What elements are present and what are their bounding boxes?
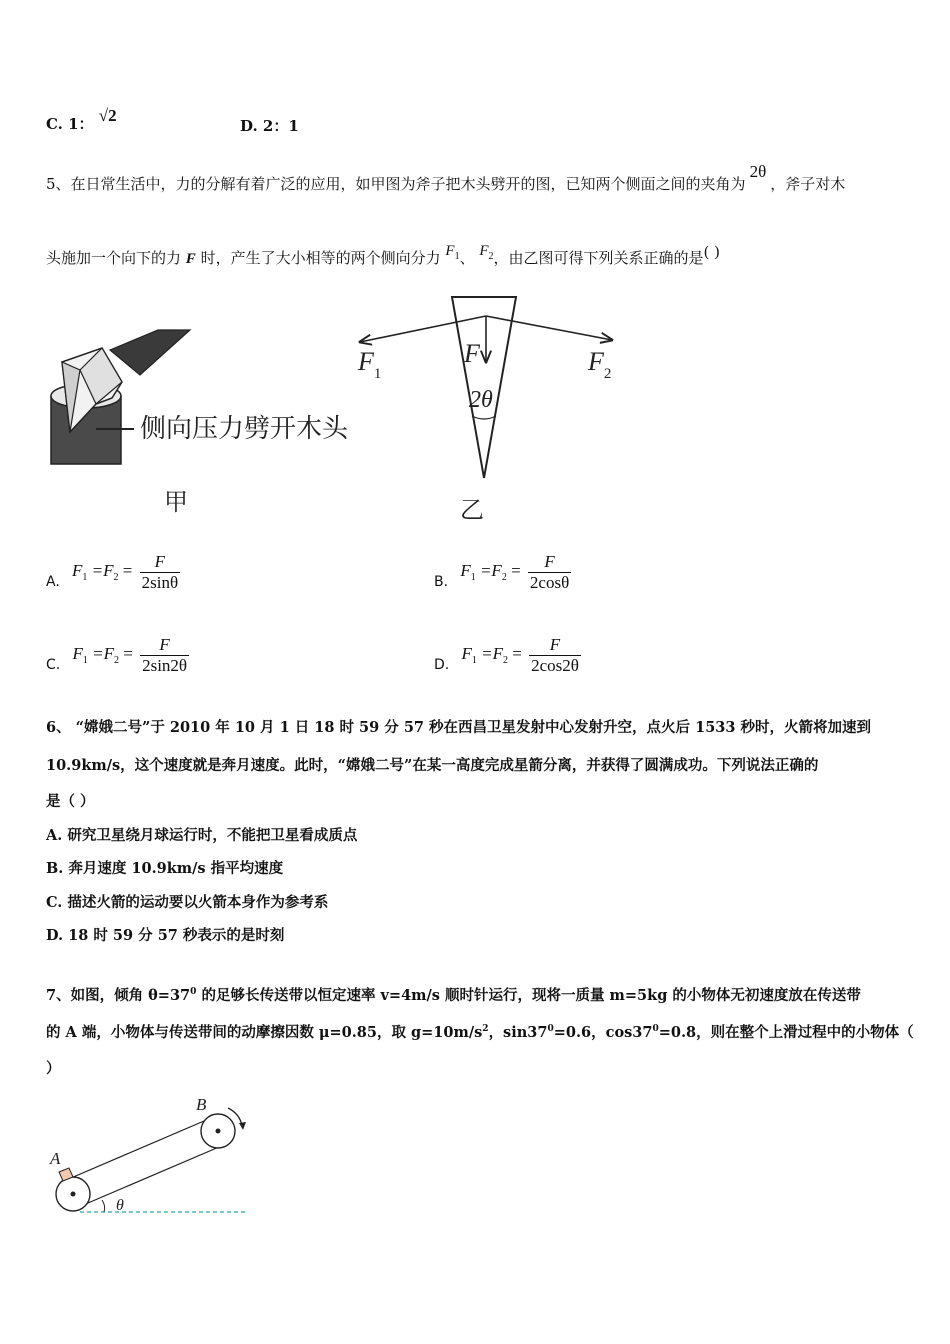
q6-option-a: A. 研究卫星绕月球运行时，不能把卫星看成质点 bbox=[46, 827, 358, 844]
q5-fig-right-label: 乙 bbox=[460, 498, 484, 524]
q5-f1-symbol: $F_1$ bbox=[445, 243, 460, 262]
q5-option-a-label: A. bbox=[46, 574, 60, 591]
q5-answer-paren: ( ) bbox=[703, 243, 721, 261]
q7-line3: ） bbox=[46, 1060, 61, 1077]
q5-fig-f2-label: $F_2$ bbox=[588, 347, 612, 382]
q7-line2: 的 A 端，小物体与传送带间的动摩擦因数 μ=0.85，取 $g=10m/s^2$，$\sin 37^0=0.6$，$\cos 37^0=0.8$，则在整个上滑过程中的小物体（ bbox=[46, 1024, 914, 1041]
q6-option-b: B. 奔月速度 10.9km/s 指平均速度 bbox=[46, 860, 284, 877]
q4-option-c bbox=[46, 106, 117, 134]
q5-option-d-frac: $\frac{F}{2\cos 2\theta}$ bbox=[531, 635, 579, 675]
q5-line1-end: ，斧子对木 bbox=[770, 175, 846, 193]
q5-option-b bbox=[434, 552, 571, 593]
q4-option-c-sqrt: √2 bbox=[98, 106, 117, 125]
q5-angle-symbol: 2θ bbox=[749, 162, 767, 181]
q5-option-d-eq: $F_1 =F_2$ = bbox=[461, 644, 522, 667]
q7-line1: 7、如图，倾角 $\theta=37^0$ 的足够长传送带以恒定速率 v=4m/s 顺时针运行，现将一质量 m=5kg 的小物体无初速度放在传送带 bbox=[46, 987, 861, 1004]
q5-figure-wedge bbox=[350, 292, 630, 528]
q7-figure-conveyor bbox=[40, 1090, 260, 1225]
q7-fig-label-a: A bbox=[50, 1149, 61, 1168]
q5-line1-text: 5、在日常生活中，力的分解有着广泛的应用，如甲图为斧子把木头劈开的图，已知两个侧面之间的夹角为 bbox=[46, 175, 746, 193]
q5-fig-angle-label: 2θ bbox=[469, 387, 493, 413]
q5-option-c-frac: $\frac{F}{2\sin 2\theta}$ bbox=[142, 635, 188, 675]
q5-line2 bbox=[46, 243, 721, 271]
q5-fig-f1-label: $F_1$ bbox=[358, 347, 382, 382]
q7-fig-label-theta: θ bbox=[116, 1197, 124, 1214]
q5-option-d bbox=[434, 635, 581, 676]
q5-figure-axe bbox=[40, 320, 380, 520]
q5-option-a-eq: $F_1 =F_2$ = bbox=[72, 561, 133, 584]
q5-fig-left-label: 甲 bbox=[164, 490, 188, 516]
q5-fig-left-caption: 侧向压力劈开木头 bbox=[140, 414, 349, 443]
q5-force-f: F bbox=[185, 251, 196, 267]
q5-option-c-eq: $F_1 =F_2$ = bbox=[72, 644, 133, 667]
q4-option-d: D. 2：1 bbox=[240, 117, 299, 135]
q5-line1 bbox=[46, 162, 846, 194]
q5-option-d-label: D. bbox=[434, 657, 450, 674]
q5-option-c bbox=[46, 635, 189, 676]
q5-option-a-frac: $\frac{F}{2\sin\theta}$ bbox=[141, 552, 179, 592]
q5-sep: 、 bbox=[459, 249, 475, 267]
q5-fig-f-label: F bbox=[464, 339, 480, 368]
q6-option-d: D. 18 时 59 分 57 秒表示的是时刻 bbox=[46, 927, 285, 944]
q5-option-a bbox=[46, 552, 180, 593]
q6-line1: 6、 “嫦娥二号”于 2010 年 10 月 1 日 18 时 59 分 57 秒在西昌卫星发射中心发射升空，点火后 1533 秒时，火箭将加速到 bbox=[46, 719, 872, 736]
q5-line2-end: ，由乙图可得下列关系正确的是 bbox=[493, 249, 704, 267]
q7-fig-label-b: B bbox=[196, 1095, 207, 1114]
q5-line2-text: 头施加一个向下的力 bbox=[46, 249, 182, 267]
q5-line2-mid: 时，产生了大小相等的两个侧向分力 bbox=[200, 249, 441, 267]
q6-line3: 是（ ） bbox=[46, 793, 95, 810]
q5-option-b-eq: $F_1 =F_2$ = bbox=[460, 561, 521, 584]
q6-line2: 10.9km/s，这个速度就是奔月速度。此时，“嫦娥二号”在某一高度完成星箭分离，并获得了圆满成功。下列说法正确的 bbox=[46, 757, 819, 774]
q6-option-c: C. 描述火箭的运动要以火箭本身作为参考系 bbox=[46, 894, 329, 911]
q5-option-b-frac: $\frac{F}{2\cos\theta}$ bbox=[529, 552, 570, 592]
q5-option-b-label: B. bbox=[434, 574, 449, 591]
q4-option-c-label: C. 1： bbox=[46, 115, 94, 133]
q5-option-c-label: C. bbox=[46, 657, 61, 674]
q5-f2-symbol: $F_2$ bbox=[479, 243, 494, 262]
